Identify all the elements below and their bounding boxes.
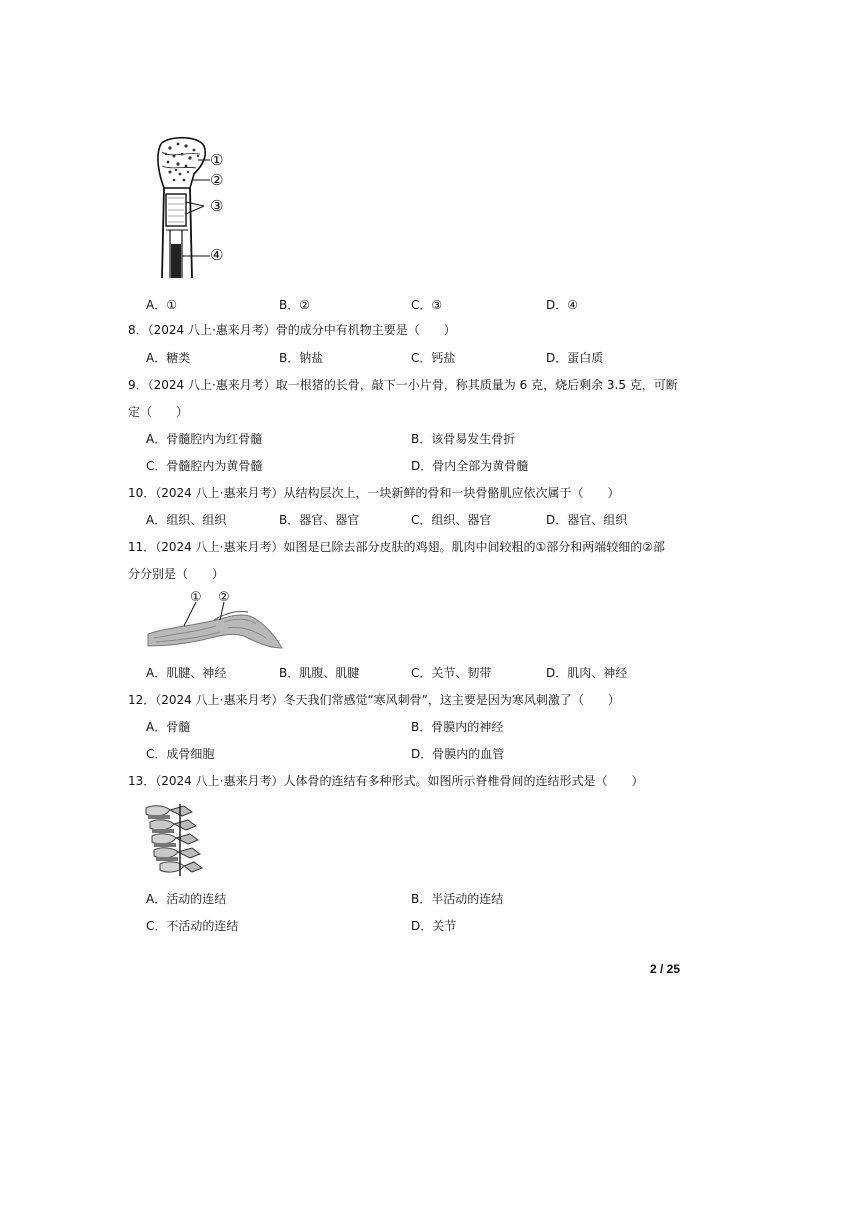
q10-option-a: A．组织、组织 bbox=[146, 513, 227, 527]
q7-option-c: C．③ bbox=[411, 298, 443, 312]
q7-option-b: B．② bbox=[279, 298, 310, 312]
q7-option-a: A．① bbox=[146, 298, 177, 312]
q11-stem-line1: 11．（2024 八上·惠来月考）如图是已除去部分皮肤的鸡翅。肌肉中间较粗的①部分和两端较细的②部 bbox=[128, 540, 665, 554]
q11-option-b: B．肌腹、肌腱 bbox=[279, 666, 360, 680]
q10-option-b: B．器官、器官 bbox=[279, 513, 360, 527]
q13-option-c: C．不活动的连结 bbox=[146, 919, 239, 933]
q12-option-d: D．骨膜内的血管 bbox=[411, 747, 505, 761]
figure-label-1: ① bbox=[210, 151, 224, 169]
q13-option-b: B．半活动的连结 bbox=[411, 892, 504, 906]
q8-option-d: D．蛋白质 bbox=[546, 351, 604, 365]
q12-option-b: B．骨膜内的神经 bbox=[411, 720, 504, 734]
q13-option-a: A．活动的连结 bbox=[146, 892, 227, 906]
q9-stem-line1: 9．（2024 八上·惠来月考）取一根猪的长骨，敲下一小片骨，称其质量为 6 克，烧后剩余 3.5 克，可断 bbox=[128, 378, 678, 392]
figure-label-3: ③ bbox=[210, 197, 224, 215]
q8-option-b: B．钠盐 bbox=[279, 351, 324, 365]
q12-option-c: C．成骨细胞 bbox=[146, 747, 215, 761]
q13-option-d: D．关节 bbox=[411, 919, 457, 933]
figure-label-4: ④ bbox=[210, 246, 224, 264]
chicken-wing-diagram bbox=[144, 590, 286, 656]
q8-option-a: A．糖类 bbox=[146, 351, 191, 365]
q9-option-a: A．骨髓腔内为红骨髓 bbox=[146, 432, 263, 446]
q8-stem: 8．（2024 八上·惠来月考）骨的成分中有机物主要是（ ） bbox=[128, 323, 456, 337]
long-bone-figure bbox=[140, 132, 240, 282]
q12-stem: 12．（2024 八上·惠来月考）冬天我们常感觉“寒风刺骨”，这主要是因为寒风刺激了（ ） bbox=[128, 693, 620, 707]
q13-stem: 13．（2024 八上·惠来月考）人体骨的连结有多种形式。如图所示脊椎骨间的连结形式是（ ） bbox=[128, 774, 644, 788]
q9-option-d: D．骨内全部为黄骨髓 bbox=[411, 459, 529, 473]
q10-option-c: C．组织、器官 bbox=[411, 513, 492, 527]
spine-figure bbox=[140, 802, 204, 878]
q7-option-d: D．④ bbox=[546, 298, 578, 312]
q11-option-a: A．肌腱、神经 bbox=[146, 666, 227, 680]
q9-option-c: C．骨髓腔内为黄骨髓 bbox=[146, 459, 263, 473]
q9-option-b: B．该骨易发生骨折 bbox=[411, 432, 516, 446]
figure-label-2: ② bbox=[210, 171, 224, 189]
q8-option-c: C．钙盐 bbox=[411, 351, 456, 365]
q11-option-c: C．关节、韧带 bbox=[411, 666, 492, 680]
q9-stem-line2: 定（ ） bbox=[128, 405, 189, 419]
q11-stem-line2: 分分别是（ ） bbox=[128, 567, 225, 581]
wing-label-2: ② bbox=[218, 590, 230, 605]
page-number: 2 / 25 bbox=[650, 962, 681, 976]
spine-diagram bbox=[140, 802, 204, 878]
q10-stem: 10．（2024 八上·惠来月考）从结构层次上，一块新鲜的骨和一块骨骼肌应依次属于（ ） bbox=[128, 486, 620, 500]
long-bone-diagram bbox=[140, 132, 240, 282]
chicken-wing-figure bbox=[144, 590, 286, 656]
q11-option-d: D．肌肉、神经 bbox=[546, 666, 628, 680]
q10-option-d: D．器官、组织 bbox=[546, 513, 628, 527]
q12-option-a: A．骨髓 bbox=[146, 720, 191, 734]
wing-label-1: ① bbox=[190, 590, 202, 605]
